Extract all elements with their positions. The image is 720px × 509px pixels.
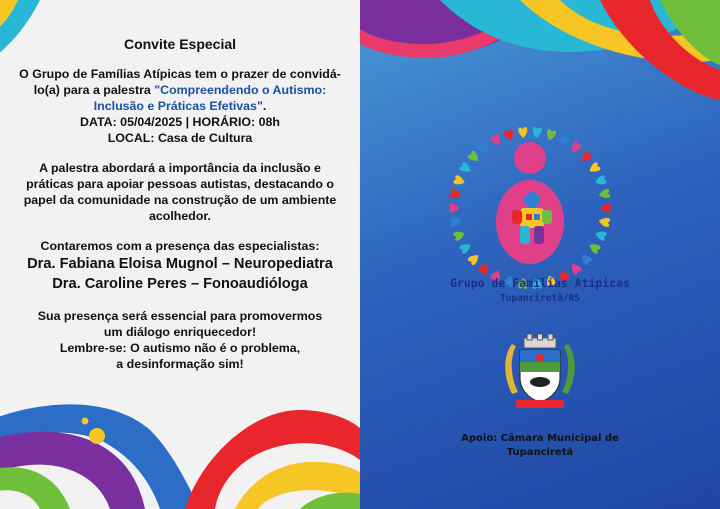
wheat-left (505, 344, 518, 394)
ribbon-green-bottom (0, 467, 70, 509)
spacer (14, 146, 346, 160)
description-line-2: práticas para apoiar pessoas autistas, destacando o (26, 177, 334, 191)
description-line-3: papel da comunidade na construção de um ambiente (23, 193, 337, 207)
ring-heart (450, 189, 462, 200)
support-line-2: Tupanciretã (506, 447, 574, 458)
group-city: Tupanciretã/RS (499, 293, 581, 304)
small-yellow-dot (82, 418, 89, 425)
ring-heart (600, 203, 611, 212)
intro-line-2-prefix: lo(a) para a palestra (33, 83, 155, 97)
ring-heart (467, 252, 481, 266)
shield-field (520, 362, 560, 372)
ring-heart (490, 133, 503, 147)
intro-line-3 (14, 98, 346, 114)
ring-heart (459, 241, 473, 254)
specialist-2: Dra. Caroline Peres – Fonoaudióloga (52, 276, 308, 292)
ring-heart (459, 161, 473, 174)
ring-heart (557, 133, 570, 147)
ring-heart (478, 141, 492, 155)
talk-title-part-1: "Compreendendo o Autismo: (154, 83, 327, 97)
banner (516, 400, 564, 408)
ring-heart (594, 229, 607, 241)
location-line: LOCAL: Casa de Cultura (107, 131, 253, 145)
date-line: DATA: 05/04/2025 | HORÁRIO: 08h (80, 115, 280, 129)
group-name: Grupo de Famílias Atípicas (449, 276, 630, 290)
intro-line-3-suffix: . (262, 99, 267, 113)
intro-line-1: O Grupo de Famílias Atípicas tem o prazer de convidá- (19, 67, 341, 81)
specialists-intro: Contaremos com a presença das especialistas: (40, 239, 320, 253)
ring-heart (579, 252, 593, 266)
closing-line-2: um diálogo enriquecedor! (103, 325, 257, 339)
ring-heart (587, 241, 601, 254)
intro-line-2 (14, 82, 346, 98)
ring-heart (587, 161, 601, 174)
description-line-4: acolhedor. (149, 209, 211, 223)
support-block (445, 432, 635, 460)
ring-heart (518, 127, 528, 139)
soy-right (562, 344, 575, 394)
coat-of-arms-icon (498, 334, 582, 416)
ring-heart (453, 175, 466, 187)
ring-heart (467, 150, 481, 164)
specialist-1: Dra. Fabiana Eloisa Mugnol – Neuropediatra (27, 256, 333, 272)
spacer (14, 294, 346, 308)
heart-ring-logo (440, 118, 620, 298)
closing-line-1: Sua presença será essencial para promovermos (37, 309, 323, 323)
closing-line-4: a desinformação sim! (116, 357, 244, 371)
yellow-dot (89, 428, 105, 444)
ring-heart (450, 216, 462, 227)
ring-heart (598, 189, 610, 200)
ring-heart (532, 127, 542, 139)
invitation-title: Convite Especial (123, 36, 237, 52)
ring-heart (579, 150, 593, 164)
spacer (14, 224, 346, 238)
figure-head (514, 142, 546, 174)
invitation-text (14, 36, 346, 372)
ring-heart (503, 129, 515, 142)
ribbon-green-right (300, 493, 360, 509)
description-line-1: A palestra abordará a importância da inclusão e (39, 161, 321, 175)
group-name-block (430, 276, 650, 306)
ring-heart (449, 203, 460, 212)
ring-heart (594, 175, 607, 187)
ring-heart (453, 229, 466, 241)
ring-heart (545, 129, 557, 142)
ring-heart (598, 216, 610, 227)
ring-heart (569, 261, 583, 275)
closing-line-3: Lembre-se: O autismo não é o problema, (59, 341, 301, 355)
cattle (530, 377, 550, 387)
support-line-1: Apoio: Câmara Municipal de (461, 433, 619, 444)
talk-title-part-2: Inclusão e Práticas Efetivas" (93, 99, 263, 113)
ring-heart (478, 261, 492, 275)
ring-heart (569, 141, 583, 155)
